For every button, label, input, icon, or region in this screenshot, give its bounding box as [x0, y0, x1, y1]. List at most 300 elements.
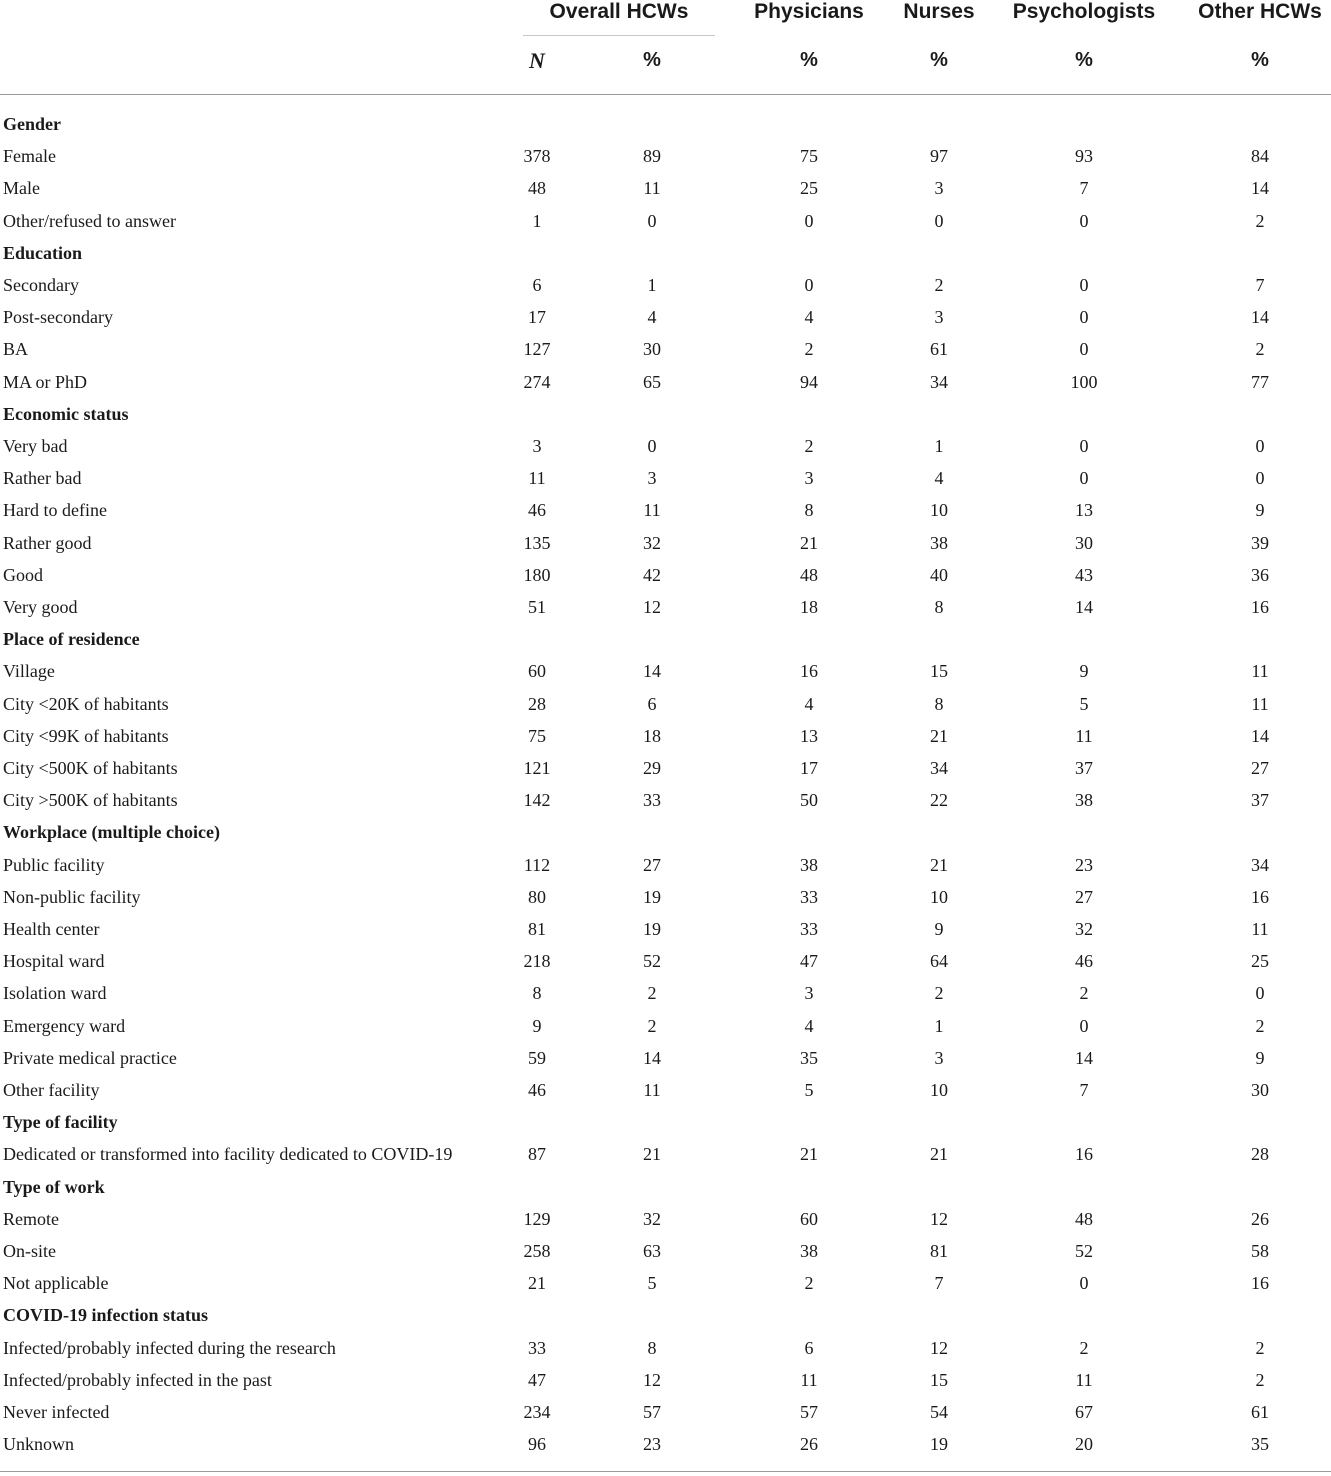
- table-cell: 9: [1255, 1047, 1265, 1068]
- table-row: [0, 1010, 1331, 1042]
- table-row: [0, 1235, 1331, 1267]
- table-cell: 2: [804, 339, 814, 360]
- table-row: [0, 849, 1331, 881]
- table-row: [0, 1074, 1331, 1106]
- table-cell: 16: [1251, 886, 1269, 907]
- row-label: Not applicable: [3, 1273, 109, 1294]
- table-row: [0, 688, 1331, 720]
- table-row: [0, 333, 1331, 365]
- table-cell: 26: [800, 1434, 818, 1455]
- table-row: [0, 269, 1331, 301]
- table-cell: 7: [1079, 178, 1089, 199]
- table-cell: 1: [934, 1015, 944, 1036]
- table-cell: 8: [647, 1337, 657, 1358]
- section-label: Gender: [3, 114, 61, 134]
- table-cell: 142: [523, 790, 551, 811]
- table-cell: 3: [934, 307, 944, 328]
- table-cell: 75: [528, 725, 546, 746]
- row-label: Infected/probably infected during the research: [3, 1337, 336, 1358]
- section-label: COVID-19 infection status: [3, 1305, 208, 1326]
- table-row: [0, 140, 1331, 172]
- table-cell: 129: [523, 1208, 551, 1229]
- table-cell: 0: [804, 275, 814, 295]
- table-cell: 77: [1251, 371, 1269, 392]
- row-label: City <99K of habitants: [3, 725, 169, 746]
- table-cell: 2: [1255, 210, 1265, 231]
- table-cell: 35: [1251, 1434, 1269, 1455]
- table-row: [0, 977, 1331, 1009]
- table-cell: 38: [930, 532, 948, 553]
- table-row: [0, 1138, 1331, 1170]
- section-header-row: [0, 398, 1331, 430]
- table-cell: 11: [643, 1080, 661, 1100]
- table-cell: 38: [800, 1241, 818, 1261]
- section-header-row: [0, 1299, 1331, 1331]
- table-cell: 2: [934, 275, 944, 295]
- table-cell: 0: [1079, 1273, 1089, 1294]
- table-cell: 50: [800, 790, 818, 811]
- table-row: [0, 752, 1331, 784]
- table-cell: 6: [532, 275, 542, 295]
- row-label: City <20K of habitants: [3, 693, 169, 714]
- row-label: On-site: [3, 1241, 56, 1261]
- table-cell: 2: [647, 983, 657, 1004]
- table-cell: 4: [804, 1015, 814, 1036]
- row-label: MA or PhD: [3, 371, 88, 392]
- table-cell: 11: [1075, 725, 1093, 746]
- table-cell: 37: [1075, 758, 1093, 778]
- table-cell: 28: [528, 693, 546, 714]
- row-label: Infected/probably infected in the past: [3, 1369, 272, 1390]
- table-cell: 46: [528, 1080, 546, 1100]
- table-cell: 0: [1079, 436, 1089, 456]
- table-row: [0, 1267, 1331, 1299]
- table-cell: 2: [1255, 1015, 1265, 1036]
- row-label: Health center: [3, 919, 100, 939]
- table-cell: 127: [523, 339, 551, 360]
- subheader-overall-percent: %: [643, 49, 661, 71]
- table-cell: 11: [643, 178, 661, 199]
- table-cell: 0: [1255, 983, 1265, 1004]
- table-cell: 4: [804, 307, 814, 328]
- table-row: [0, 462, 1331, 494]
- table-cell: 112: [523, 854, 551, 875]
- table-cell: 180: [523, 564, 551, 585]
- row-label: Hospital ward: [3, 951, 105, 972]
- table-cell: 0: [647, 210, 657, 231]
- table-cell: 12: [930, 1337, 948, 1358]
- table-cell: 7: [934, 1273, 944, 1294]
- row-label: Post-secondary: [3, 307, 113, 328]
- table-cell: 33: [800, 919, 818, 939]
- row-label: Non-public facility: [3, 886, 141, 907]
- table-cell: 89: [643, 146, 661, 167]
- table-row: [0, 430, 1331, 462]
- table-row: [0, 1203, 1331, 1235]
- table-cell: 22: [930, 790, 948, 811]
- table-cell: 234: [523, 1402, 551, 1422]
- table-cell: 7: [1079, 1080, 1089, 1100]
- table-cell: 32: [643, 532, 661, 553]
- table-bottom-rule: [0, 1471, 1331, 1472]
- section-header-row: [0, 108, 1331, 140]
- table-cell: 23: [1075, 854, 1093, 875]
- table-cell: 61: [930, 339, 948, 360]
- table-cell: 18: [800, 597, 818, 617]
- table-cell: 58: [1251, 1241, 1269, 1261]
- table-cell: 16: [1075, 1144, 1093, 1165]
- table-cell: 11: [643, 500, 661, 521]
- table-cell: 26: [1251, 1208, 1269, 1229]
- row-label: Unknown: [3, 1434, 74, 1455]
- table-cell: 9: [934, 919, 944, 939]
- table-cell: 0: [1079, 210, 1089, 231]
- table-cell: 7: [1255, 275, 1265, 295]
- table-cell: 54: [930, 1402, 948, 1422]
- table-cell: 274: [523, 371, 551, 392]
- subheader-other-percent: %: [1251, 49, 1269, 71]
- table-cell: 3: [532, 436, 542, 456]
- table-row: [0, 301, 1331, 333]
- table-cell: 10: [930, 886, 948, 907]
- table-cell: 14: [1251, 178, 1269, 199]
- table-cell: 96: [528, 1434, 546, 1455]
- table-cell: 3: [934, 178, 944, 199]
- table-cell: 27: [1075, 886, 1093, 907]
- row-label: Male: [3, 178, 40, 199]
- table-cell: 6: [804, 1337, 814, 1358]
- row-label: Private medical practice: [3, 1047, 177, 1068]
- table-row: [0, 494, 1331, 526]
- table-cell: 21: [643, 1144, 661, 1165]
- table-row: [0, 1332, 1331, 1364]
- table-row: [0, 655, 1331, 687]
- row-label: Dedicated or transformed into facility dedicated to COVID-19: [3, 1144, 453, 1165]
- table-cell: 33: [800, 886, 818, 907]
- table-cell: 28: [1251, 1144, 1269, 1165]
- table-cell: 14: [1251, 307, 1269, 328]
- subheader-nurses-percent: %: [930, 49, 948, 71]
- table-cell: 4: [647, 307, 657, 328]
- table-row: [0, 945, 1331, 977]
- table-cell: 2: [934, 983, 944, 1004]
- table-cell: 0: [1079, 307, 1089, 328]
- table-cell: 16: [800, 661, 818, 682]
- table-cell: 13: [800, 725, 818, 746]
- subheader-psychologists-percent: %: [1075, 49, 1093, 71]
- table-cell: 75: [800, 146, 818, 167]
- table-cell: 59: [528, 1047, 546, 1068]
- table-row: [0, 559, 1331, 591]
- table-cell: 11: [1251, 693, 1269, 714]
- table-cell: 12: [643, 1369, 661, 1390]
- table-cell: 18: [643, 725, 661, 746]
- table-cell: 14: [1075, 1047, 1093, 1068]
- row-label: City <500K of habitants: [3, 758, 178, 778]
- table-cell: 43: [1075, 564, 1093, 585]
- header-physicians: Physicians: [754, 0, 864, 23]
- table-cell: 21: [930, 854, 948, 875]
- row-label: Other/refused to answer: [3, 210, 176, 231]
- table-cell: 0: [1079, 468, 1089, 489]
- table-cell: 2: [1255, 1369, 1265, 1390]
- table-row: [0, 205, 1331, 237]
- table-cell: 19: [643, 886, 661, 907]
- table-cell: 2: [1255, 339, 1265, 360]
- table-cell: 0: [1079, 1015, 1089, 1036]
- table-cell: 11: [1251, 919, 1269, 939]
- table-cell: 57: [800, 1402, 818, 1422]
- table-cell: 46: [528, 500, 546, 521]
- table-cell: 81: [528, 919, 546, 939]
- table-cell: 38: [800, 854, 818, 875]
- section-header-row: [0, 1106, 1331, 1138]
- table-cell: 3: [804, 468, 814, 489]
- table-cell: 10: [930, 1080, 948, 1100]
- table-cell: 35: [800, 1047, 818, 1068]
- table-cell: 9: [1255, 500, 1265, 521]
- section-label: Place of residence: [3, 629, 140, 650]
- section-label: Education: [3, 242, 83, 263]
- table-row: [0, 172, 1331, 204]
- table-cell: 8: [934, 693, 944, 714]
- table-cell: 48: [800, 564, 818, 585]
- table-cell: 2: [1079, 1337, 1089, 1358]
- table-cell: 17: [800, 758, 818, 778]
- table-cell: 30: [643, 339, 661, 360]
- row-label: Secondary: [3, 275, 79, 295]
- header-psychologists: Psychologists: [1012, 0, 1156, 23]
- table-cell: 39: [1251, 532, 1269, 553]
- table-sub-header-row: [0, 48, 1331, 76]
- row-label: Very good: [3, 597, 78, 617]
- section-header-row: [0, 1171, 1331, 1203]
- table-cell: 135: [523, 532, 551, 553]
- table-cell: 25: [800, 178, 818, 199]
- table-cell: 12: [930, 1208, 948, 1229]
- table-cell: 27: [1251, 758, 1269, 778]
- table-row: [0, 1396, 1331, 1428]
- table-cell: 4: [934, 468, 944, 489]
- header-other-hcws: Other HCWs: [1198, 0, 1322, 23]
- table-cell: 121: [523, 758, 551, 778]
- table-cell: 27: [643, 854, 661, 875]
- table-cell: 5: [804, 1080, 814, 1100]
- table-row: [0, 1364, 1331, 1396]
- table-cell: 52: [1075, 1241, 1093, 1261]
- table-row: [0, 591, 1331, 623]
- table-cell: 19: [643, 919, 661, 939]
- table-cell: 8: [934, 597, 944, 617]
- table-cell: 0: [1079, 339, 1089, 360]
- table-cell: 1: [647, 275, 657, 295]
- table-cell: 12: [643, 597, 661, 617]
- table-cell: 11: [1075, 1369, 1093, 1390]
- table-cell: 14: [1075, 597, 1093, 617]
- row-label: Public facility: [3, 854, 105, 875]
- table-cell: 60: [528, 661, 546, 682]
- header-overall-hcws: Overall HCWs: [549, 0, 689, 23]
- table-cell: 19: [930, 1434, 948, 1455]
- table-cell: 47: [800, 951, 818, 972]
- table-cell: 8: [804, 500, 814, 521]
- table-cell: 38: [1075, 790, 1093, 811]
- table-cell: 2: [1079, 983, 1089, 1004]
- table-cell: 80: [528, 886, 546, 907]
- row-label: Remote: [3, 1208, 59, 1229]
- table-cell: 8: [532, 983, 542, 1004]
- section-header-row: [0, 816, 1331, 848]
- table-cell: 20: [1075, 1434, 1093, 1455]
- table-cell: 57: [643, 1402, 661, 1422]
- table-row: [0, 1428, 1331, 1460]
- table-cell: 5: [1079, 693, 1089, 714]
- table-row: [0, 881, 1331, 913]
- table-cell: 23: [643, 1434, 661, 1455]
- table-row: [0, 366, 1331, 398]
- table-cell: 100: [1070, 371, 1098, 392]
- table-cell: 0: [804, 210, 814, 231]
- table-cell: 42: [643, 564, 661, 585]
- header-nurses: Nurses: [903, 0, 975, 23]
- table-cell: 97: [930, 146, 948, 167]
- row-label: Female: [3, 146, 56, 167]
- subheader-n: N: [529, 48, 545, 73]
- table-cell: 16: [1251, 597, 1269, 617]
- table-cell: 93: [1075, 146, 1093, 167]
- table-cell: 63: [643, 1241, 661, 1261]
- table-cell: 21: [930, 1144, 948, 1165]
- subheader-physicians-percent: %: [800, 49, 818, 71]
- table-row: [0, 527, 1331, 559]
- table-cell: 2: [804, 436, 814, 456]
- overall-hcws-underline: [523, 35, 715, 36]
- table-cell: 0: [647, 436, 657, 456]
- table-cell: 32: [1075, 919, 1093, 939]
- table-cell: 10: [930, 500, 948, 521]
- table-cell: 30: [1075, 532, 1093, 553]
- table-cell: 5: [647, 1273, 657, 1294]
- table-cell: 21: [930, 725, 948, 746]
- table-cell: 3: [647, 468, 657, 489]
- table-cell: 64: [930, 951, 948, 972]
- table-cell: 37: [1251, 790, 1269, 811]
- table-cell: 218: [523, 951, 551, 972]
- table-cell: 34: [1251, 854, 1269, 875]
- section-label: Type of work: [3, 1176, 105, 1197]
- table-cell: 34: [930, 371, 948, 392]
- table-row: [0, 784, 1331, 816]
- row-label: Good: [3, 564, 43, 585]
- table-cell: 34: [930, 758, 948, 778]
- row-label: Very bad: [3, 436, 68, 456]
- table-cell: 36: [1251, 564, 1269, 585]
- table-cell: 15: [930, 661, 948, 682]
- table-cell: 14: [643, 661, 661, 682]
- row-label: Village: [3, 661, 55, 682]
- table-cell: 67: [1075, 1402, 1093, 1422]
- table-cell: 13: [1075, 500, 1093, 521]
- table-cell: 33: [528, 1337, 546, 1358]
- table-row: [0, 913, 1331, 945]
- table-cell: 29: [643, 758, 661, 778]
- table-cell: 33: [643, 790, 661, 811]
- row-label: Never infected: [3, 1402, 110, 1422]
- table-cell: 81: [930, 1241, 948, 1261]
- row-label: City >500K of habitants: [3, 790, 178, 811]
- table-cell: 11: [1251, 661, 1269, 682]
- table-cell: 0: [1079, 275, 1089, 295]
- table-row: [0, 1042, 1331, 1074]
- table-cell: 21: [800, 1144, 818, 1165]
- header-bottom-rule: [0, 94, 1331, 95]
- table-row: [0, 720, 1331, 752]
- table-cell: 6: [647, 693, 657, 714]
- row-label: Rather bad: [3, 468, 82, 489]
- table-cell: 94: [800, 371, 818, 392]
- table-cell: 0: [1255, 468, 1265, 489]
- table-cell: 47: [528, 1369, 546, 1390]
- row-label: Isolation ward: [3, 983, 107, 1004]
- row-label: BA: [3, 339, 29, 360]
- table-cell: 14: [1251, 725, 1269, 746]
- table-cell: 0: [1255, 436, 1265, 456]
- table-cell: 16: [1251, 1273, 1269, 1294]
- table-cell: 61: [1251, 1402, 1269, 1422]
- table-cell: 32: [643, 1208, 661, 1229]
- table-cell: 2: [647, 1015, 657, 1036]
- table-cell: 2: [804, 1273, 814, 1294]
- section-header-row: [0, 623, 1331, 655]
- table-cell: 21: [528, 1273, 546, 1294]
- table-cell: 15: [930, 1369, 948, 1390]
- table-cell: 40: [930, 564, 948, 585]
- table-cell: 48: [1075, 1208, 1093, 1229]
- table-cell: 0: [934, 210, 944, 231]
- section-label: Workplace (multiple choice): [3, 822, 220, 843]
- row-label: Hard to define: [3, 500, 107, 521]
- table-cell: 14: [643, 1047, 661, 1068]
- table-cell: 9: [1079, 661, 1089, 682]
- row-label: Other facility: [3, 1080, 100, 1100]
- table-cell: 87: [528, 1144, 546, 1165]
- table-cell: 65: [643, 371, 661, 392]
- table-cell: 1: [934, 436, 944, 456]
- table-cell: 17: [528, 307, 546, 328]
- table-cell: 60: [800, 1208, 818, 1229]
- table-cell: 3: [804, 983, 814, 1004]
- table-cell: 9: [532, 1015, 542, 1036]
- table-cell: 25: [1251, 951, 1269, 972]
- section-label: Economic status: [3, 403, 129, 424]
- section-header-row: [0, 237, 1331, 269]
- row-label: Emergency ward: [3, 1015, 126, 1036]
- table-cell: 51: [528, 597, 546, 617]
- table-cell: 1: [532, 210, 542, 231]
- table-cell: 378: [523, 146, 551, 167]
- table-cell: 3: [934, 1047, 944, 1068]
- table-cell: 52: [643, 951, 661, 972]
- table-cell: 4: [804, 693, 814, 714]
- section-label: Type of facility: [3, 1112, 118, 1133]
- row-label: Rather good: [3, 532, 92, 553]
- table-cell: 258: [523, 1241, 551, 1261]
- table-cell: 30: [1251, 1080, 1269, 1100]
- table-cell: 84: [1251, 146, 1269, 167]
- table-cell: 11: [800, 1369, 818, 1390]
- table-cell: 46: [1075, 951, 1093, 972]
- table-cell: 21: [800, 532, 818, 553]
